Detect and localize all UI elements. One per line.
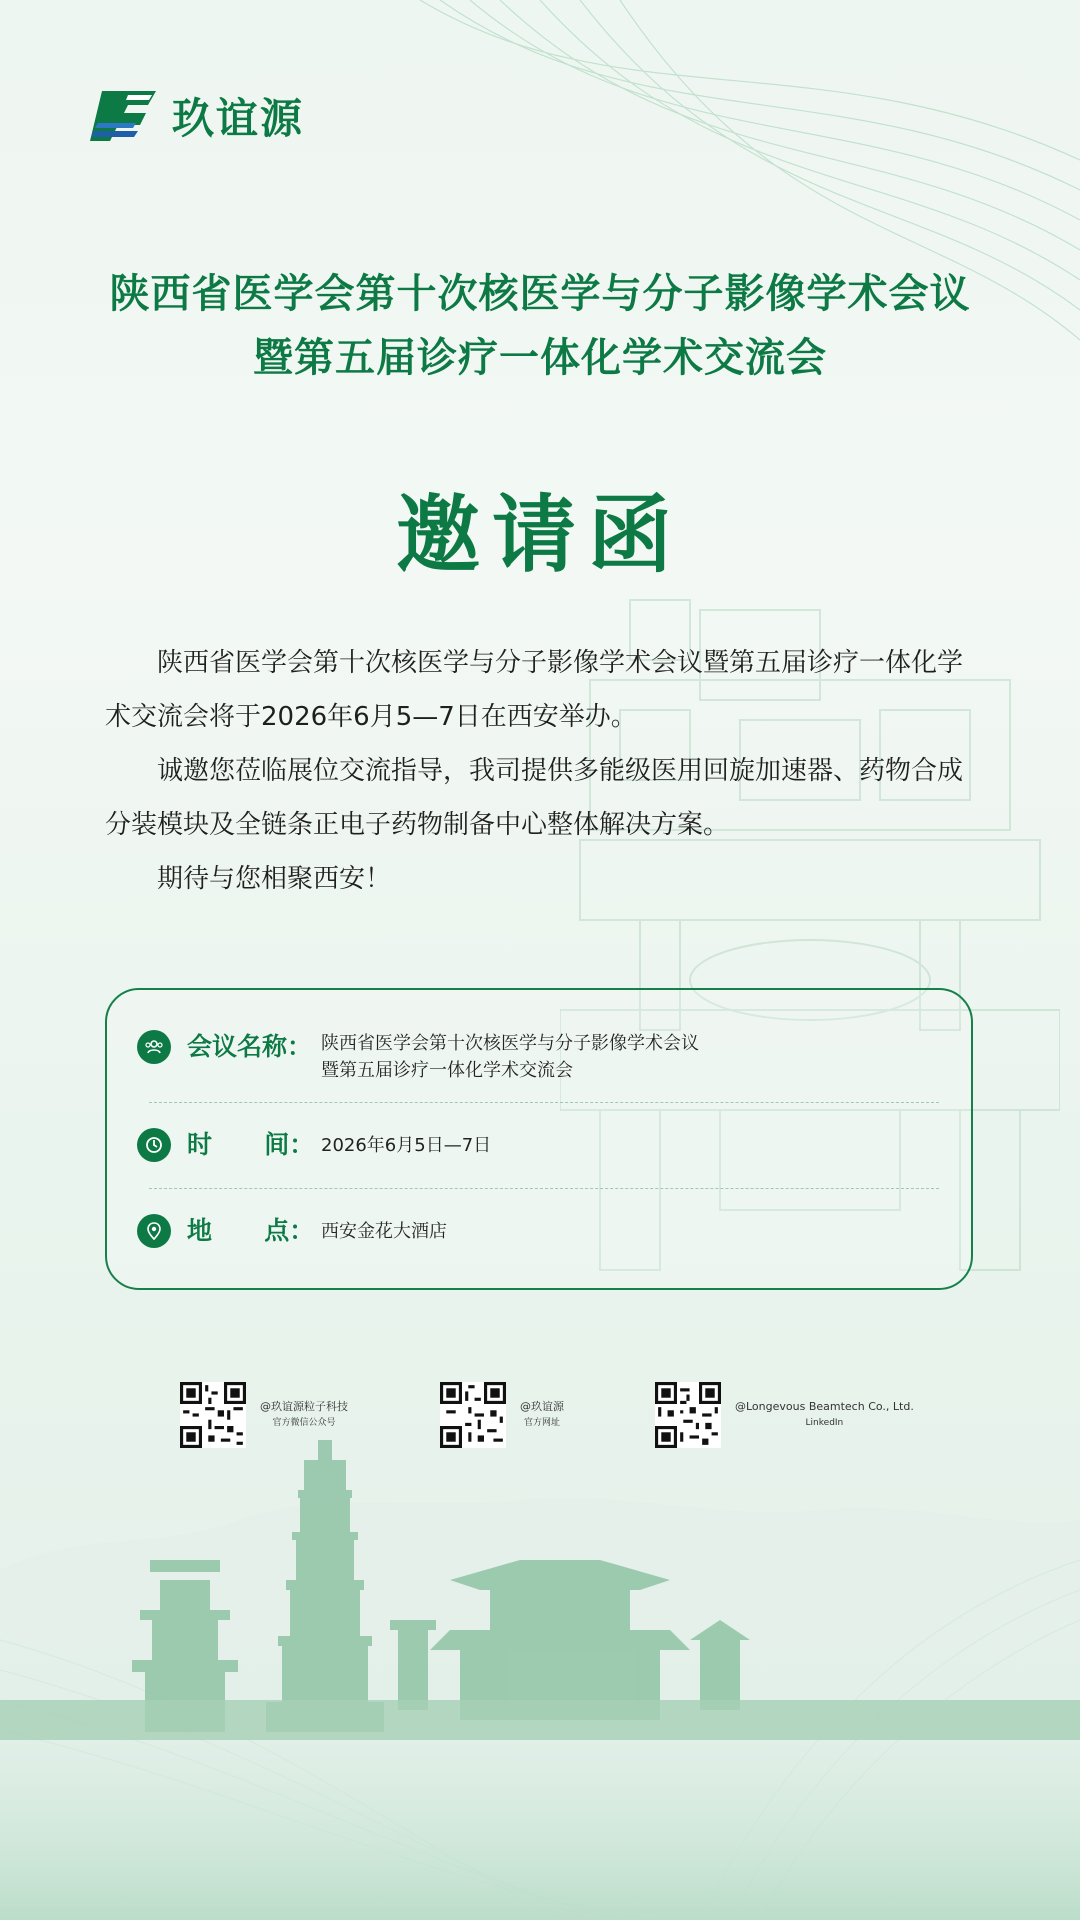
time-label: 时 间：: [187, 1130, 315, 1159]
qr-caption: [520, 1399, 564, 1431]
location-value: 西安金花大酒店: [321, 1221, 447, 1242]
qr-linkedin: [655, 1382, 914, 1448]
event-info-card: [105, 988, 973, 1290]
location-label: 地 点：: [187, 1216, 315, 1245]
event-title-line1: 陕西省医学会第十次核医学与分子影像学术会议: [109, 271, 971, 317]
meeting-name-value: [321, 1030, 699, 1084]
event-title-line2: 暨第五届诊疗一体化学术交流会: [253, 335, 827, 381]
meeting-icon: [137, 1030, 171, 1064]
qr-code-icon: [440, 1382, 506, 1448]
brand-name: 玖谊源: [172, 94, 305, 143]
brand-logo: [88, 86, 304, 146]
qr-code-icon: [655, 1382, 721, 1448]
qr-subcaption: 官方网址: [523, 1418, 560, 1428]
qr-subcaption: LinkedIn: [805, 1418, 844, 1428]
invitation-body: [105, 636, 985, 906]
qr-code-icon: [180, 1382, 246, 1448]
qr-handle: @玖谊源粒子科技: [260, 1400, 348, 1413]
event-title: [0, 262, 1080, 390]
divider: [149, 1188, 939, 1189]
invitation-heading: 邀请函: [395, 485, 684, 584]
time-value: 2026年6月5日—7日: [321, 1135, 492, 1156]
qr-caption: [260, 1399, 348, 1431]
meeting-name-row: [137, 1030, 699, 1084]
time-row: [137, 1128, 491, 1162]
location-row: [137, 1214, 447, 1248]
brand-logo-icon: [88, 87, 160, 145]
body-paragraph-2: 诚邀您莅临展位交流指导，我司提供多能级医用回旋加速器、药物合成分装模块及全链条正电子药物制备中心整体解决方案。: [105, 756, 964, 840]
divider: [149, 1102, 939, 1103]
body-paragraph-1: 陕西省医学会第十次核医学与分子影像学术会议暨第五届诊疗一体化学术交流会将于2026年6月5—7日在西安举办。: [105, 648, 964, 732]
qr-subcaption: 官方微信公众号: [272, 1418, 336, 1428]
qr-handle: @玖谊源: [520, 1400, 564, 1413]
qr-wechat: [180, 1382, 348, 1448]
meeting-name-value-line2: 暨第五届诊疗一体化学术交流会: [321, 1060, 573, 1081]
qr-website: [440, 1382, 564, 1448]
clock-icon: [137, 1128, 171, 1162]
qr-caption: [735, 1399, 914, 1431]
meeting-name-label: 会议名称：: [187, 1032, 313, 1061]
qr-handle: @Longevous Beamtech Co., Ltd.: [735, 1400, 914, 1413]
location-pin-icon: [137, 1214, 171, 1248]
body-paragraph-3: 期待与您相聚西安！: [157, 864, 392, 894]
meeting-name-value-line1: 陕西省医学会第十次核医学与分子影像学术会议: [321, 1033, 699, 1054]
xian-skyline-illustration: [0, 1440, 1080, 1920]
